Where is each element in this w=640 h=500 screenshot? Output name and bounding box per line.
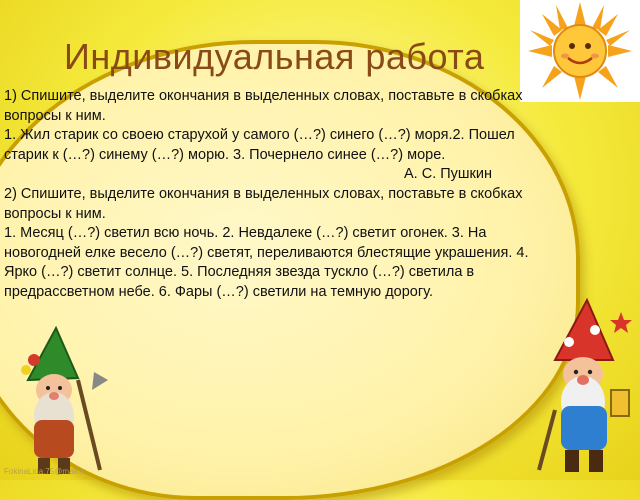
star-icon	[610, 312, 632, 333]
task-2-instruction: 2) Спишите, выделите окончания в выделенных словах, поставьте в скобках вопросы к ним.	[4, 185, 523, 222]
task-1-sentences: 1. Жил старик со своею старухой у самого (…?) синего (…?) моря.2. Пошел старик к (…?) синему (…?) морю. 3. Почернело синее (…?) море.	[4, 127, 515, 163]
slide-title: Индивидуальная работа	[64, 36, 485, 77]
author-credit: А. С. Пушкин	[404, 166, 493, 183]
gnome-right-icon	[525, 290, 640, 480]
task-1-instruction: 1) Спишите, выделите окончания в выделенных словах, поставьте в скобках вопросы к ним.	[4, 88, 523, 124]
slide-text	[4, 87, 556, 303]
footer-credit: FokinaLida.75@mail.ru	[4, 467, 87, 476]
gnome-left-icon	[8, 320, 118, 478]
task-2-sentences: 1. Месяц (…?) светил всю ночь. 2. Невдалеке (…?) светит огонек. 3. На новогодней елке весело (…?) светят, переливаются блестящие украшения. 4. Ярко (…?) светит солнце. 5. Последняя звезда тускло (…?) светила в предрассветном небе. 6. Фары (…?) светили на темную дорогу.	[4, 225, 529, 300]
